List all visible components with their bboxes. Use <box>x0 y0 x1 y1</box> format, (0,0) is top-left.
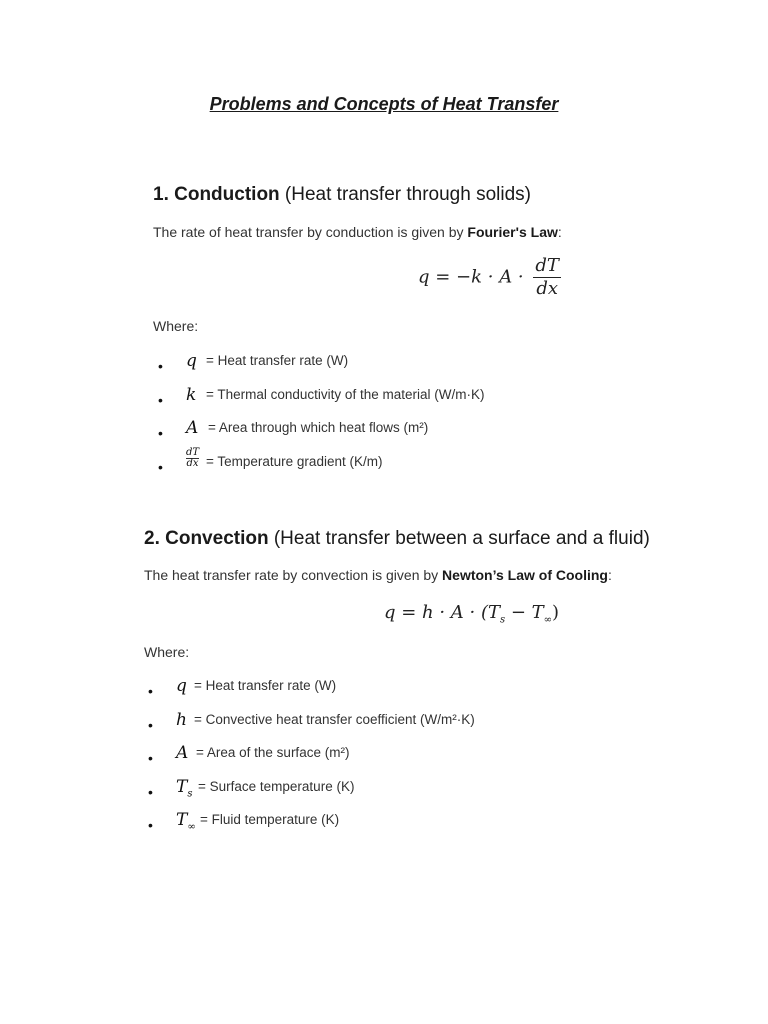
formula-subscript: ∞ <box>543 614 553 626</box>
variable-symbol <box>176 776 192 805</box>
intro-end: : <box>557 224 562 240</box>
section-heading <box>153 184 531 206</box>
bullet-icon: • <box>158 391 163 408</box>
variable-symbol: A <box>186 418 199 438</box>
symbol-subscript: ∞ <box>187 821 196 833</box>
variable-symbol <box>176 809 196 838</box>
law-name: Fourier's Law <box>467 224 558 240</box>
variable-list <box>148 675 668 843</box>
variable-symbol: k <box>186 384 197 405</box>
list-item <box>148 776 668 810</box>
variable-description: = Surface temperature (K) <box>198 778 355 794</box>
where-label: Where: <box>153 318 199 334</box>
bullet-icon: • <box>148 750 153 766</box>
intro-end: : <box>607 567 612 583</box>
bullet-icon: • <box>158 458 163 475</box>
intro-text: The heat transfer rate by convection is given by <box>144 567 443 583</box>
formula-lhs: q = −k · A · <box>418 266 524 288</box>
newton-cooling-formula <box>384 602 559 626</box>
intro-text: The rate of heat transfer by conduction is given by <box>153 224 468 240</box>
fraction-denominator: dx <box>536 278 558 299</box>
bullet-icon: • <box>148 716 153 733</box>
list-item <box>158 417 658 451</box>
fraction-numerator: dT <box>535 255 559 276</box>
formula-part: − T <box>505 602 544 623</box>
formula-subscript: s <box>500 614 506 626</box>
bullet-icon: • <box>148 783 153 800</box>
list-item <box>148 809 668 843</box>
formula-part: ) <box>552 602 560 623</box>
variable-symbol: h <box>176 709 187 730</box>
section-heading-subtitle: (Heat transfer between a surface and a fluid) <box>268 528 650 549</box>
symbol-subscript: s <box>187 787 193 799</box>
list-item <box>158 384 658 418</box>
mini-denominator: dx <box>186 457 199 469</box>
variable-description: = Temperature gradient (K/m) <box>206 453 383 469</box>
variable-description: = Thermal conductivity of the material (W/m·K) <box>206 386 485 402</box>
variable-list <box>158 350 658 484</box>
section-intro <box>144 567 612 583</box>
formula-fraction <box>533 256 561 299</box>
law-name: Newton’s Law of Cooling <box>442 567 608 583</box>
section-heading-title: 1. Conduction <box>153 184 280 205</box>
list-item <box>148 675 668 709</box>
list-item <box>148 709 668 743</box>
bullet-icon: • <box>148 683 153 699</box>
list-item <box>158 350 658 384</box>
variable-description: = Fluid temperature (K) <box>200 812 340 827</box>
variable-description: = Area of the surface (m²) <box>196 745 350 760</box>
section-heading-title: 2. Convection <box>144 528 269 549</box>
bullet-icon: • <box>158 425 163 441</box>
list-item <box>158 446 658 485</box>
symbol-base: T <box>176 810 188 830</box>
mini-fraction <box>186 448 199 469</box>
mini-numerator: dT <box>186 446 200 458</box>
symbol-base: T <box>176 776 188 797</box>
variable-symbol: q <box>186 351 197 371</box>
variable-description: = Heat transfer rate (W) <box>194 678 337 693</box>
fourier-law-formula <box>418 256 561 299</box>
bullet-icon: • <box>158 358 163 374</box>
where-label: Where: <box>144 644 190 660</box>
variable-description: = Heat transfer rate (W) <box>206 353 349 368</box>
list-item <box>148 742 668 776</box>
section-heading <box>144 528 650 550</box>
section-heading-subtitle: (Heat transfer through solids) <box>279 184 531 205</box>
section-intro <box>153 224 562 240</box>
document-title: Problems and Concepts of Heat Transfer <box>209 94 559 114</box>
bullet-icon: • <box>148 817 153 833</box>
formula-part: q = h · A · (T <box>384 602 500 623</box>
variable-symbol: q <box>176 676 187 696</box>
variable-description: = Area through which heat flows (m²) <box>208 420 429 435</box>
variable-symbol <box>186 448 199 472</box>
variable-description: = Convective heat transfer coefficient (W/m²·K) <box>194 711 475 727</box>
variable-symbol: A <box>176 743 189 763</box>
